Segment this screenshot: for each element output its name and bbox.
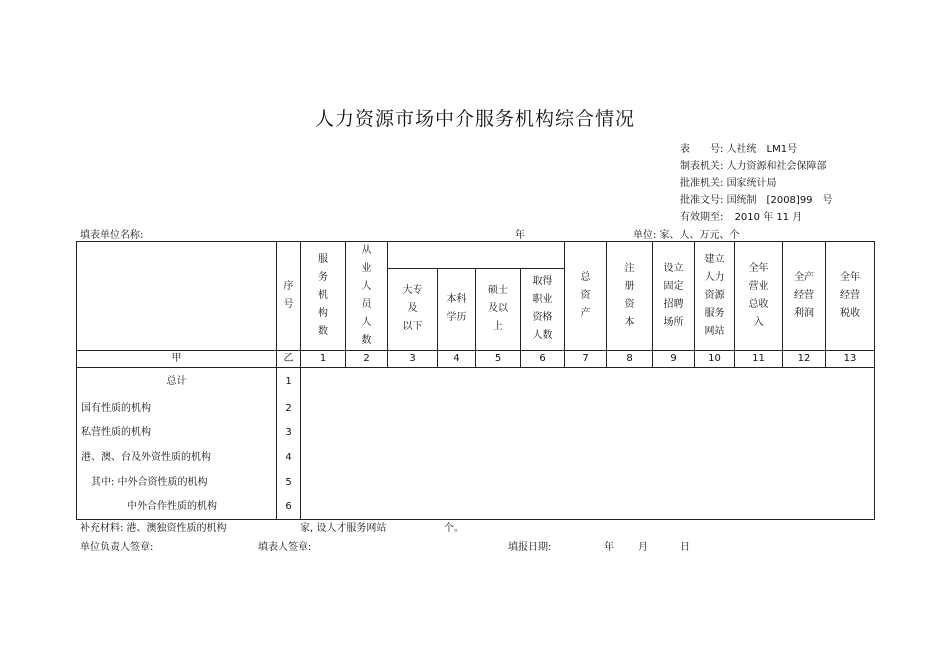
- meta-maker: [680, 157, 827, 172]
- row-label: 私营性质的机构: [77, 421, 277, 446]
- unit-name-label: 填表单位名称:: [80, 230, 144, 241]
- col-2-header: 从 业 人 员 人 数: [346, 242, 388, 351]
- row-label: 总计: [77, 368, 277, 397]
- row-number: 2: [277, 397, 301, 421]
- index-cell: 乙: [277, 351, 301, 368]
- meta-form-no-label: 表 号:: [680, 144, 724, 155]
- meta-approver-value: 国家统计局: [726, 178, 777, 189]
- col-6-header: 取得 职业 资格 人数: [521, 268, 565, 350]
- page-title: 人力资源市场中介服务机构综合情况: [314, 108, 635, 130]
- stats-table: [76, 241, 875, 520]
- meta-valid: [680, 208, 802, 223]
- col-7-header: 总 资 产: [565, 242, 607, 351]
- supplement-label: 补充材料: 港、澳独资性质的机构: [80, 523, 227, 534]
- row-number: 5: [277, 471, 301, 495]
- meta-approval-no-value: 国统制 [2008]99 号: [726, 195, 833, 206]
- col-8-header: 注 册 资 本: [607, 242, 653, 351]
- meta-approver-label: 批准机关:: [680, 178, 724, 189]
- row-label: 国有性质的机构: [77, 397, 277, 421]
- date-day: 日: [680, 542, 690, 553]
- date-year: 年: [604, 542, 614, 553]
- index-cell: 6: [521, 351, 565, 368]
- unit-label: 单位: 家、人、万元、个: [633, 230, 740, 241]
- row-number: 1: [277, 368, 301, 397]
- year-label: 年: [515, 230, 525, 241]
- header-blank-cell: [77, 242, 277, 351]
- col-3-header: 大专 及 以下: [388, 268, 438, 350]
- index-cell: 7: [565, 351, 607, 368]
- date-month: 月: [638, 542, 648, 553]
- col-13-header: 全年 经营 税收: [826, 242, 875, 351]
- meta-approver: [680, 174, 777, 189]
- col-12-header: 全产 经营 利润: [783, 242, 826, 351]
- col-9-header: 设立 固定 招聘 场所: [653, 242, 695, 351]
- index-cell: 11: [735, 351, 783, 368]
- col-1-header: 服 务 机 构 数: [301, 242, 346, 351]
- row-number: 6: [277, 495, 301, 520]
- data-area: [301, 368, 875, 520]
- row-label: 港、澳、台及外资性质的机构: [77, 446, 277, 471]
- index-cell: 4: [438, 351, 476, 368]
- filler-sign-label: 填表人签章:: [258, 542, 312, 553]
- col-4-header: 本科 学历: [438, 268, 476, 350]
- col-10-header: 建立 人力 资源 服务 网站: [695, 242, 735, 351]
- row-number: 3: [277, 421, 301, 446]
- supplement-mid: 家, 设人才服务网站: [300, 523, 387, 534]
- index-cell: 8: [607, 351, 653, 368]
- meta-approval-no: [680, 191, 833, 206]
- meta-valid-value: 2010 年 11 月: [734, 212, 803, 223]
- col-5-header: 硕士 及以 上: [476, 268, 521, 350]
- head-sign-label: 单位负责人签章:: [80, 542, 154, 553]
- index-cell: 1: [301, 351, 346, 368]
- index-cell: 9: [653, 351, 695, 368]
- row-label: 中外合作性质的机构: [77, 495, 277, 520]
- index-cell: 2: [346, 351, 388, 368]
- index-cell: 3: [388, 351, 438, 368]
- meta-maker-value: 人力资源和社会保障部: [726, 161, 827, 172]
- staff-breakdown-header: [388, 242, 565, 269]
- meta-maker-label: 制表机关:: [680, 161, 724, 172]
- index-row: [77, 351, 875, 368]
- meta-valid-label: 有效期至:: [680, 212, 724, 223]
- index-cell: 甲: [77, 351, 277, 368]
- table-row: [77, 368, 875, 397]
- col-seq-header: 序 号: [277, 242, 301, 351]
- index-cell: 10: [695, 351, 735, 368]
- meta-form-no-value: 人社统 LM1号: [726, 144, 798, 155]
- index-cell: 13: [826, 351, 875, 368]
- col-11-header: 全年 营业 总收 入: [735, 242, 783, 351]
- row-label: 其中: 中外合资性质的机构: [77, 471, 277, 495]
- meta-approval-no-label: 批准文号:: [680, 195, 724, 206]
- index-cell: 12: [783, 351, 826, 368]
- supplement-end: 个。: [444, 523, 464, 534]
- row-number: 4: [277, 446, 301, 471]
- date-label: 填报日期:: [508, 542, 552, 553]
- meta-form-no: [680, 140, 797, 155]
- index-cell: 5: [476, 351, 521, 368]
